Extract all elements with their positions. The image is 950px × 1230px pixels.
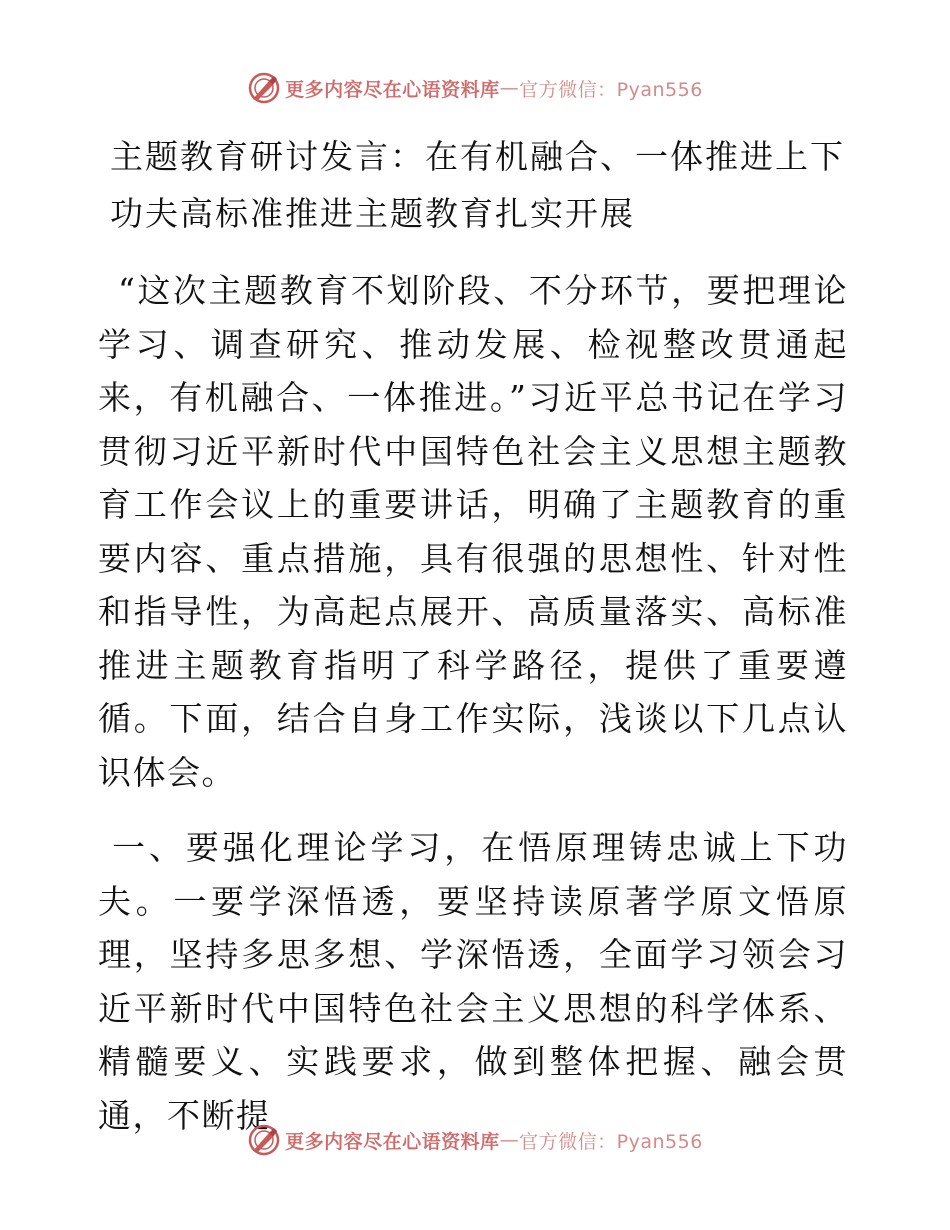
header-watermark — [0, 68, 950, 108]
pen-logo-icon — [247, 1123, 281, 1157]
document-body — [98, 118, 848, 1142]
pen-logo-icon — [247, 71, 281, 105]
paragraph-section-one: 一、要强化理论学习，在悟原理铸忠诚上下功夫。一要学深悟透，要坚持读原著学原文悟原理，坚持多思多想、学深悟透，全面学习领会习近平新时代中国特色社会主义思想的科学体系、精髓要义、实践要求，做到整体把握、融会贯通，不断提 — [98, 828, 848, 1135]
watermark-site-text: 更多内容尽在心语资料库 — [285, 1130, 500, 1153]
watermark-separator: — — [499, 1129, 520, 1151]
document-title: 主题教育研讨发言：在有机融合、一体推进上下功夫高标准推进主题教育扎实开展 — [110, 137, 845, 233]
footer-watermark — [0, 1120, 950, 1160]
watermark-separator: — — [499, 77, 520, 99]
paragraph-intro: “这次主题教育不划阶段、不分环节，要把理论学习、调查研究、推动发展、检视整改贯通起来，有机融合、一体推进。”习近平总书记在学习贯彻习近平新时代中国特色社会主义思想主题教育工作会议上的重要讲话，明确了主题教育的重要内容、重点措施，具有很强的思想性、针对性和指导性，为高起点展开、高质量落实、高标准推进主题教育指明了科学路径，提供了重要遵循。下面，结合自身工作实际，浅谈以下几点认识体会。 — [98, 271, 848, 792]
watermark-site-text: 更多内容尽在心语资料库 — [285, 78, 500, 101]
watermark-contact-text: 官方微信：Pyan556 — [519, 78, 703, 101]
watermark-contact-text: 官方微信：Pyan556 — [519, 1130, 703, 1153]
